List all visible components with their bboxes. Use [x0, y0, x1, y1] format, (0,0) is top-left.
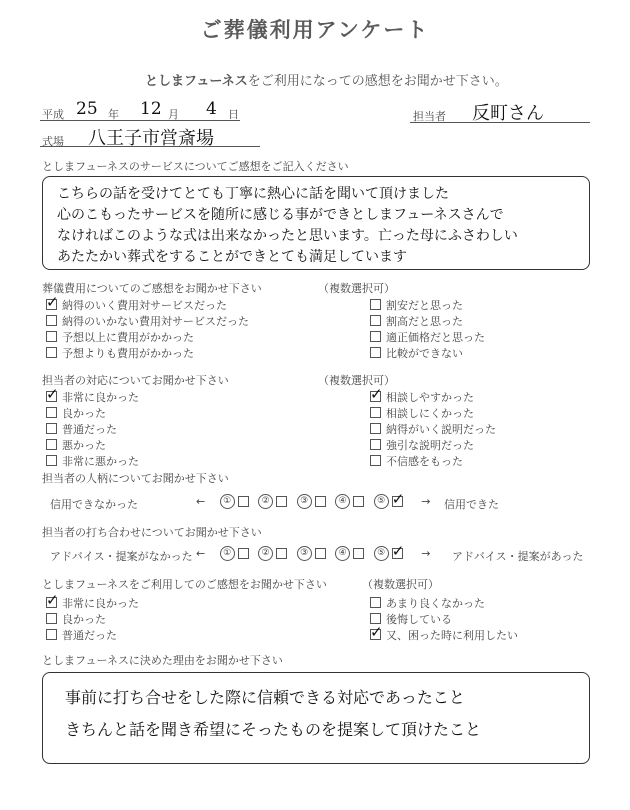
arrow-right-icon: → — [421, 494, 431, 508]
option-label: 普通だった — [62, 629, 117, 642]
checkbox[interactable] — [46, 439, 57, 450]
scale-checkbox-1[interactable] — [238, 548, 249, 559]
day-value[interactable]: 4 — [206, 99, 217, 119]
month-unit: 月 — [168, 108, 179, 121]
scale-checkbox-3[interactable] — [315, 496, 326, 507]
scale-number-2: ② — [258, 494, 273, 509]
scale-number-5: ⑤ — [374, 494, 389, 509]
staff-response-heading: 担当者の対応についてお聞かせ下さい — [42, 374, 229, 387]
staff-response-option[interactable] — [370, 406, 496, 422]
staff-response-option[interactable] — [46, 422, 139, 438]
personality-right-label: 信用できた — [444, 498, 499, 511]
scale-checkbox-4[interactable] — [353, 496, 364, 507]
meeting-heading: 担当者の打ち合わせについてお聞かせ下さい — [42, 526, 262, 539]
venue-label: 式場 — [42, 135, 64, 148]
cost-option[interactable] — [370, 298, 485, 314]
service-line-4: あたたかい葬式をすることができとても満足しています — [57, 249, 407, 265]
cost-option[interactable] — [46, 346, 249, 362]
option-label: 非常に良かった — [62, 391, 139, 404]
usage-option[interactable] — [370, 596, 518, 612]
checkbox[interactable] — [46, 299, 57, 310]
reason-line-1: 事前に打ち合せをした際に信頼できる対応であったこと — [65, 688, 465, 707]
cost-left-options — [46, 298, 249, 362]
cost-option[interactable] — [46, 330, 249, 346]
cost-option[interactable] — [370, 330, 485, 346]
checkbox[interactable] — [46, 455, 57, 466]
year-value[interactable]: 25 — [76, 99, 98, 119]
checkbox[interactable] — [370, 439, 381, 450]
venue-underline — [40, 146, 260, 147]
scale-checkbox-2[interactable] — [276, 548, 287, 559]
scale-checkbox-4[interactable] — [353, 548, 364, 559]
usage-option[interactable] — [370, 628, 518, 644]
checkbox[interactable] — [46, 629, 57, 640]
option-label: あまり良くなかった — [386, 597, 485, 610]
personality-left-label: 信用できなかった — [50, 498, 138, 511]
reason-heading: としまフューネスに決めた理由をお聞かせ下さい — [42, 654, 283, 667]
checkbox[interactable] — [370, 299, 381, 310]
staff-response-option[interactable] — [46, 454, 139, 470]
cost-option[interactable] — [370, 346, 485, 362]
usage-option[interactable] — [46, 596, 139, 612]
checkbox[interactable] — [370, 331, 381, 342]
arrow-left-icon: ← — [196, 494, 206, 508]
usage-right-options — [370, 596, 518, 644]
option-label: 比較ができない — [386, 347, 463, 360]
usage-option[interactable] — [370, 612, 518, 628]
scale-checkbox-3[interactable] — [315, 548, 326, 559]
checkbox[interactable] — [370, 455, 381, 466]
option-label: 良かった — [62, 407, 106, 420]
scale-checkbox-1[interactable] — [238, 496, 249, 507]
checkbox[interactable] — [46, 597, 57, 608]
meeting-scale[interactable] — [186, 546, 440, 561]
service-heading: としまフューネスのサービスについてご感想をご記入ください — [42, 160, 349, 173]
scale-number-5: ⑤ — [374, 546, 389, 561]
month-value[interactable]: 12 — [140, 99, 162, 119]
scale-checkbox-2[interactable] — [276, 496, 287, 507]
staff-label: 担当者 — [413, 110, 446, 123]
scale-number-1: ① — [220, 494, 235, 509]
staff-response-option[interactable] — [370, 454, 496, 470]
option-label: 相談しにくかった — [386, 407, 474, 420]
option-label: 納得のいかない費用対サービスだった — [62, 315, 249, 328]
option-label: 相談しやすかった — [386, 391, 474, 404]
date-underline — [40, 120, 240, 121]
option-label: 予想以上に費用がかかった — [62, 331, 194, 344]
scale-number-2: ② — [258, 546, 273, 561]
personality-heading: 担当者の人柄についてお聞かせ下さい — [42, 472, 229, 485]
cost-right-options — [370, 298, 485, 362]
option-label: 予想よりも費用がかかった — [62, 347, 194, 360]
cost-heading: 葬儀費用についてのご感想をお聞かせ下さい — [42, 282, 262, 295]
option-label: 強引な説明だった — [386, 439, 474, 452]
checkbox[interactable] — [370, 315, 381, 326]
staff-value[interactable]: 反町さん — [472, 103, 544, 124]
checkbox[interactable] — [46, 315, 57, 326]
reason-line-2: きちんと話を聞き希望にそったものを提案して頂けたこと — [65, 720, 482, 739]
usage-option[interactable] — [46, 612, 139, 628]
intro-brand: としまフューネス — [145, 74, 248, 89]
option-label: 納得のいく費用対サービスだった — [62, 299, 227, 312]
year-unit: 年 — [108, 108, 119, 121]
intro-text — [145, 70, 508, 89]
staff-response-option[interactable] — [46, 406, 139, 422]
usage-heading: としまフューネスをご利用してのご感想をお聞かせ下さい — [42, 578, 327, 591]
intro-rest: をご利用になっての感想をお聞かせ下さい。 — [247, 74, 508, 89]
meeting-right-label: アドバイス・提案があった — [452, 550, 584, 563]
option-label: 普通だった — [62, 423, 117, 436]
survey-title: ご葬儀利用アンケート — [200, 18, 430, 42]
meeting-left-label: アドバイス・提案がなかった — [50, 550, 193, 563]
checkbox[interactable] — [370, 423, 381, 434]
staff-response-option[interactable] — [370, 438, 496, 454]
venue-value[interactable]: 八王子市営斎場 — [88, 128, 214, 149]
option-label: 割安だと思った — [386, 299, 463, 312]
staff-response-option[interactable] — [46, 390, 139, 406]
scale-number-4: ④ — [335, 494, 350, 509]
checkbox[interactable] — [46, 423, 57, 434]
scale-checkbox-5[interactable] — [392, 548, 403, 559]
staff-response-option[interactable] — [46, 438, 139, 454]
service-line-2: 心のこもったサービスを随所に感じる事ができとしまフューネスさんで — [57, 207, 504, 223]
usage-multi-note: （複数選択可） — [362, 578, 439, 591]
checkbox[interactable] — [370, 597, 381, 608]
service-comment-box[interactable] — [42, 176, 590, 270]
arrow-left-icon: ← — [196, 546, 206, 560]
staff-response-left-options — [46, 390, 139, 470]
service-line-3: なければこのような式は出来なかったと思います。亡った母にふさわしい — [57, 228, 518, 244]
checkbox[interactable] — [370, 629, 381, 640]
scale-number-3: ③ — [297, 546, 312, 561]
staff-response-right-options — [370, 390, 496, 470]
option-label: 悪かった — [62, 439, 106, 452]
option-label: 適正価格だと思った — [386, 331, 485, 344]
cost-option[interactable] — [46, 314, 249, 330]
option-label: 非常に良かった — [62, 597, 139, 610]
staff-response-multi-note: （複数選択可） — [318, 374, 395, 387]
staff-response-option[interactable] — [370, 390, 496, 406]
checkbox[interactable] — [46, 347, 57, 358]
usage-left-options — [46, 596, 139, 644]
scale-number-1: ① — [220, 546, 235, 561]
day-unit: 日 — [228, 108, 239, 121]
service-line-1: こちらの話を受けてとても丁寧に熱心に話を聞いて頂けました — [57, 186, 449, 202]
option-label: 割高だと思った — [386, 315, 463, 328]
checkbox[interactable] — [46, 613, 57, 624]
option-label: 納得がいく説明だった — [386, 423, 496, 436]
option-label: 後悔している — [386, 613, 452, 626]
checkbox[interactable] — [46, 331, 57, 342]
staff-underline — [410, 122, 590, 123]
checkbox[interactable] — [370, 407, 381, 418]
option-label: 不信感をもった — [386, 455, 463, 468]
cost-multi-note: （複数選択可） — [318, 282, 395, 295]
option-label: 又、困った時に利用したい — [386, 629, 518, 642]
era-label: 平成 — [42, 108, 64, 121]
checkbox[interactable] — [370, 391, 381, 402]
cost-option[interactable] — [46, 298, 249, 314]
scale-number-4: ④ — [335, 546, 350, 561]
option-label: 良かった — [62, 613, 106, 626]
usage-option[interactable] — [46, 628, 139, 644]
personality-scale[interactable] — [186, 494, 440, 509]
checkbox[interactable] — [46, 391, 57, 402]
reason-comment-box[interactable] — [42, 672, 590, 764]
staff-response-option[interactable] — [370, 422, 496, 438]
arrow-right-icon: → — [421, 546, 431, 560]
scale-checkbox-5[interactable] — [392, 496, 403, 507]
option-label: 非常に悪かった — [62, 455, 139, 468]
checkbox[interactable] — [370, 347, 381, 358]
scale-number-3: ③ — [297, 494, 312, 509]
checkbox[interactable] — [46, 407, 57, 418]
cost-option[interactable] — [370, 314, 485, 330]
